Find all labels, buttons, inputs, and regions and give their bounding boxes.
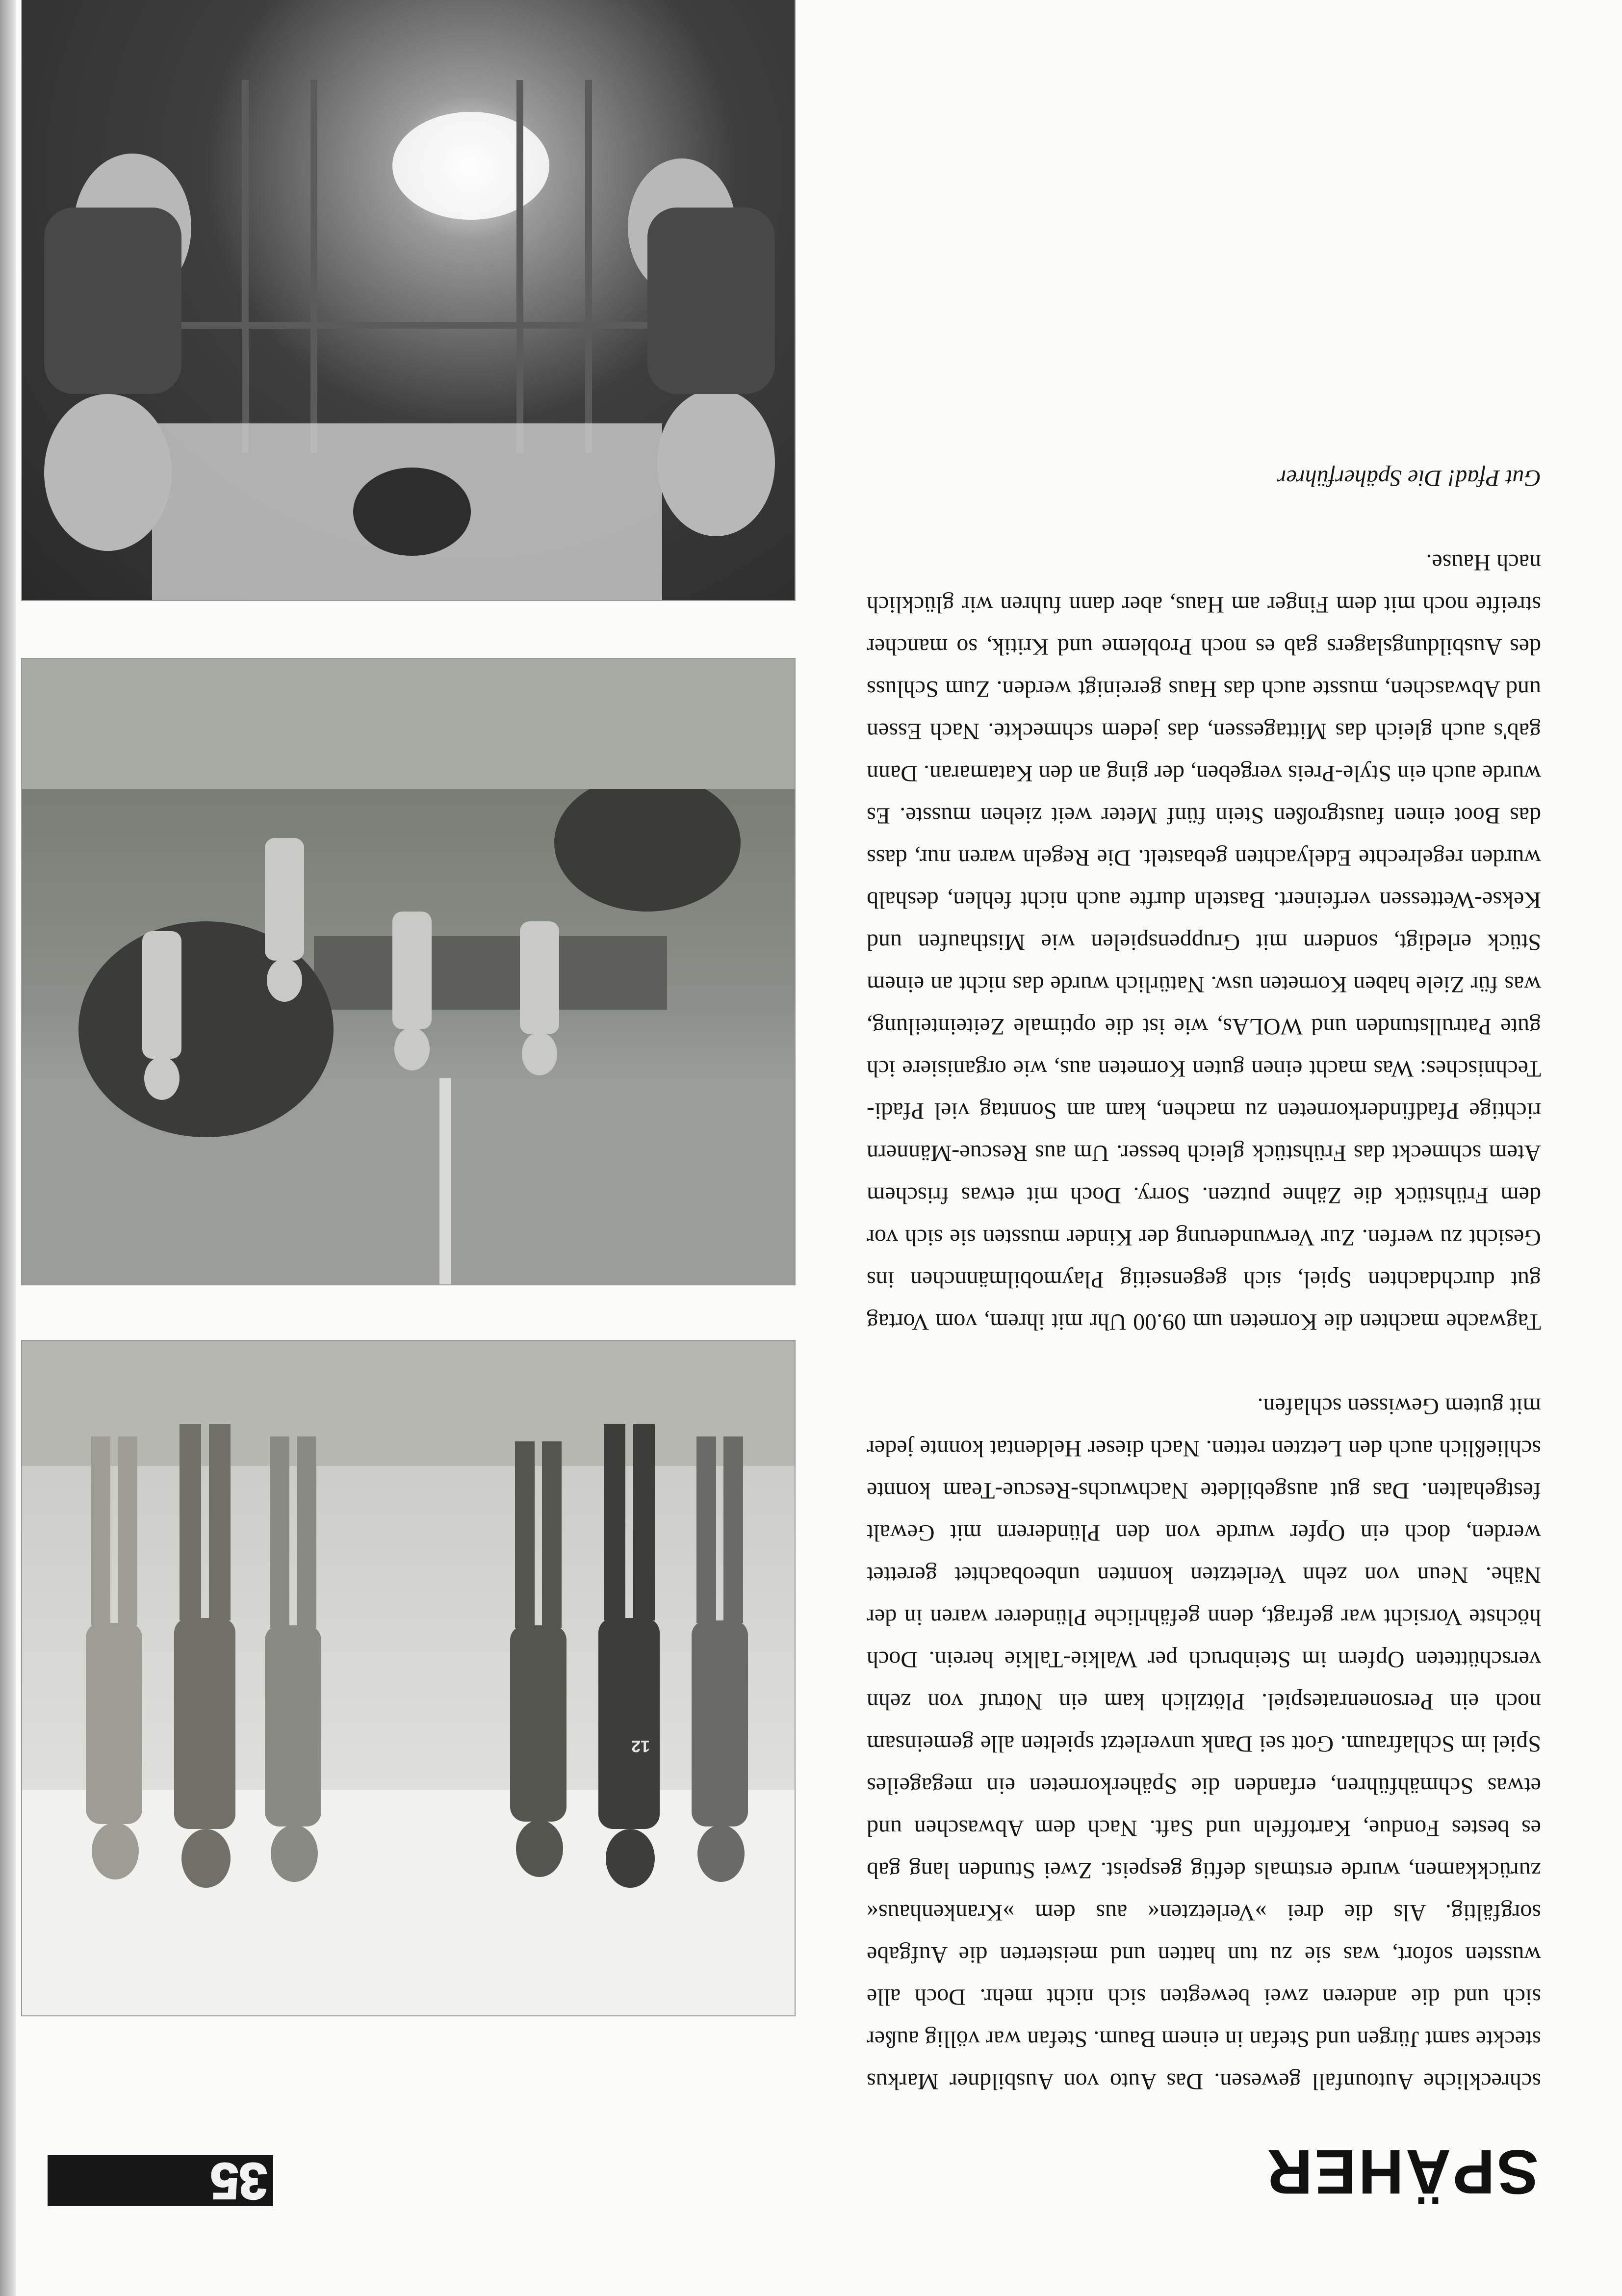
page-number: 35 [210, 2152, 267, 2210]
article-signature: Gut Pfad! Die Späherführer [1277, 465, 1541, 491]
article-paragraph: schreckliche Autounfall gewesen. Das Auto von Ausbildner Markus steckte samt Jürgen und Stefan in einem Baum. Stefan war völlig außer sich und die anderen zwei bewegten sich nicht mehr. Doch alle wussten sofort, was sie zu tun hatten und meisterten die Aufgabe sorgfältig. Als die drei »Verletzten« aus dem »Krankenhaus« zurückkamen, wurde erstmals deftig gespeist. Zwei Stunden lang gab es bestes Fondue, Kartoffeln und Saft. Nach dem Abwaschen und etwas Schmähführen, erfanden die Späherkorneten ein megageiles Spiel im Schlafraum. Gott sei Dank unverletzt spielten alle gemeinsam noch ein Personenratespiel. Plötzlich kam ein Notruf von zehn verschütteten Opfern im Steinbruch per Walkie-Talkie herein. Doch höchste Vorsicht war gefragt, denn gefährliche Plünderer waren in der Nähe. Neun von zehn Verletzten konnten unbeobachtet gerettet werden, doch ein Opfer wurde von den Plünderern mit Gewalt festgehalten. Das gut ausgebildete Nachwuchs-Rescue-Team konnte schließlich auch den Letzten retten. Nach dieser Heldentat konnte jeder mit gutem Gewissen schlafen. [867, 1393, 1541, 2094]
photo-outdoor-boat-building-drawing [22, 659, 795, 1284]
photo-outdoor-boat-building [21, 658, 796, 1285]
photo-group-standing [21, 1340, 796, 2016]
photo-night-fondue-table [21, 0, 796, 601]
section-title: SPÄHER [1265, 2137, 1539, 2207]
shirt-number: 12 [631, 1737, 650, 1755]
article-paragraph: Tagwache machten die Korneten um 09.00 Uhr mit ihrem, vom Vortag gut durchdachten Spiel, sich gegenseitig Playmobilmännchen ins Gesicht zu werfen. Zur Verwunderung der Kinder mussten sie sich vor dem Frühstück die Zähne putzen. Sorry. Doch mit etwas frischem Atem schmeckt das Frühstück gleich besser. Um aus Rescue-Männern richtige Pfadfinderkorneten zu machen, kam am Sonntag viel Pfadi-Technisches: Was macht einen guten Korneten aus, wie organisiere ich gute Patrullstunden und WOLAs, wie ist die optimale Zeiteinteilung, was für Ziele haben Korneten usw. Natürlich wurde das nicht an einem Stück erledigt, sondern mit Gruppenspielen wie Misthaufen und Kekse-Wettessen verfeinert. Basteln durfte auch nicht fehlen, deshalb wurden regelrechte Edelyachten gebastelt. Die Regeln waren nur, dass das Boot einen faustgroßen Stein fünf Meter weit ziehen musste. Es wurde auch ein Style-Preis vergeben, der ging an den Katamaran. Dann gab's auch gleich das Mittagessen, das jedem schmeckte. Nach Essen und Abwaschen, musste auch das Haus gereinigt werden. Zum Schluss des Ausbildungslagers gab es noch Probleme und Kritik, so mancher streifte noch mit dem Finger am Haus, aber dann fuhren wir glücklich nach Hause. [867, 549, 1541, 1335]
photo-night-fondue-table-drawing [22, 0, 795, 600]
page-number-bar [48, 2152, 273, 2210]
page-edge-shadow [0, 0, 16, 2296]
article-body [867, 415, 1541, 2102]
photo-group-standing-drawing [22, 1341, 795, 2015]
